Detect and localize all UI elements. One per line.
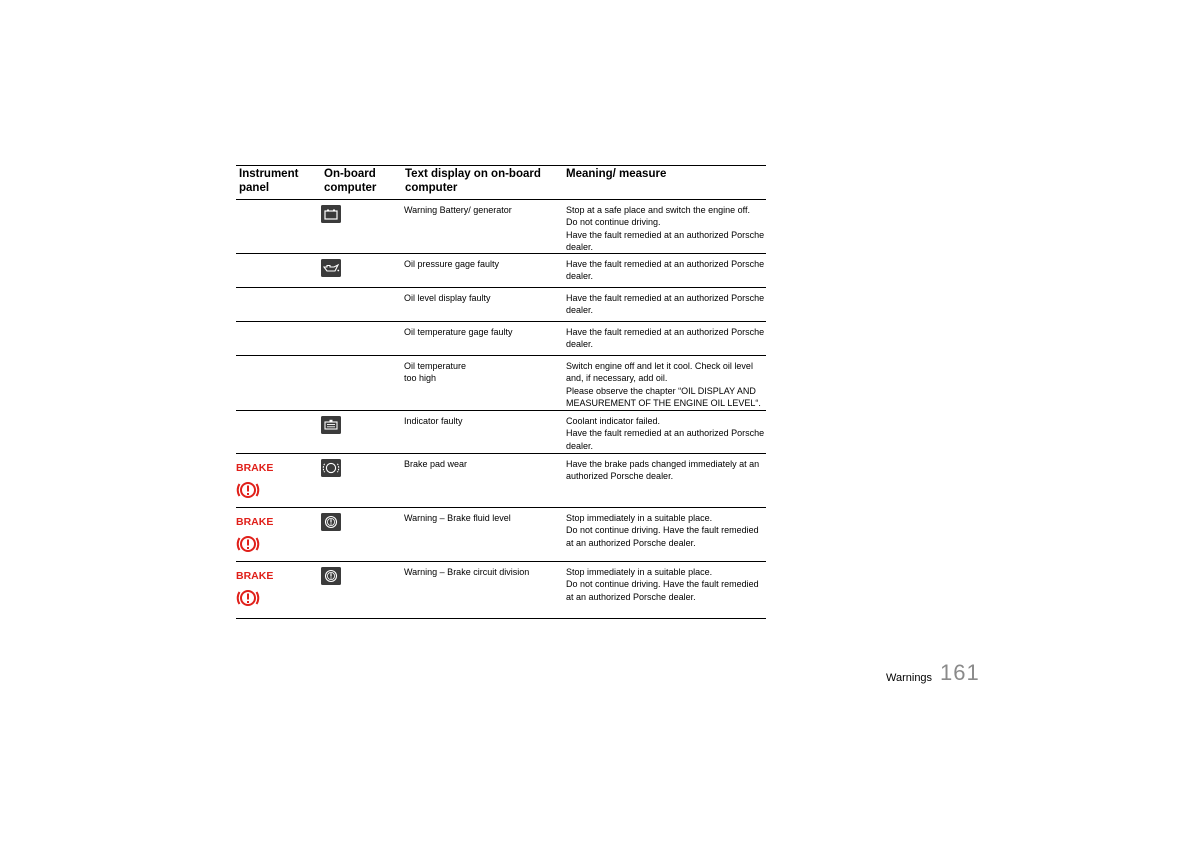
footer-section-label: Warnings: [886, 672, 933, 684]
brake-pad-icon: [321, 459, 341, 477]
header-onboard-computer: On-board computer: [324, 168, 377, 194]
brake-circle-icon: [321, 567, 341, 585]
meaning-cell: Have the brake pads changed immediately at an authorized Porsche dealer.: [566, 459, 760, 482]
brake-warning-icon: [236, 569, 274, 609]
oil-can-icon: [321, 259, 341, 277]
text-display-cell: Oil level display faulty: [404, 293, 491, 303]
meaning-cell: Stop immediately in a suitable place. Do not continue driving. Have the fault remedied at an authorized Porsche dealer.: [566, 567, 759, 602]
page-number: 161: [940, 660, 980, 685]
table-row: [236, 453, 766, 508]
brake-circle-icon: [321, 513, 341, 531]
meaning-cell: Have the fault remedied at an authorized Porsche dealer.: [566, 259, 765, 282]
text-display-cell: Oil temperature gage faulty: [404, 327, 513, 337]
header-meaning: Meaning/ measure: [566, 168, 667, 180]
table-row: [236, 410, 766, 454]
meaning-cell: Coolant indicator failed. Have the fault remedied at an authorized Porsche dealer.: [566, 416, 765, 451]
table-row: [236, 199, 766, 254]
brake-warning-icon: [236, 461, 274, 501]
header-text-display: Text display on on-board computer: [405, 168, 541, 194]
meaning-cell: Switch engine off and let it cool. Check oil level and, if necessary, add oil. Please observe the chapter “OIL DISPLAY AND MEASUREMENT OF THE ENGINE OIL LEVEL“.: [566, 361, 761, 409]
brake-label: BRAKE: [236, 516, 274, 528]
table-row: [236, 321, 766, 356]
table-row: [236, 355, 766, 411]
table-row: [236, 253, 766, 288]
brake-label: BRAKE: [236, 462, 274, 474]
text-display-cell: Oil pressure gage faulty: [404, 259, 500, 269]
meaning-cell: Stop at a safe place and switch the engine off. Do not continue driving. Have the fault remedied at an authorized Porsche dealer.: [566, 205, 765, 253]
text-display-cell: Warning – Brake circuit division: [404, 567, 530, 577]
battery-icon: [321, 205, 341, 223]
brake-warning-icon: [236, 515, 274, 555]
coolant-icon: [321, 416, 341, 434]
text-display-cell: Warning Battery/ generator: [404, 205, 512, 215]
table-row: [236, 507, 766, 562]
text-display-cell: Warning – Brake fluid level: [404, 513, 511, 523]
text-display-cell: Indicator faulty: [404, 416, 463, 426]
header-instrument-panel: Instrument panel: [239, 168, 299, 194]
meaning-cell: Have the fault remedied at an authorized Porsche dealer.: [566, 293, 765, 316]
brake-label: BRAKE: [236, 570, 274, 582]
table-header: [236, 165, 766, 199]
table-row: [236, 561, 766, 618]
meaning-cell: Stop immediately in a suitable place. Do not continue driving. Have the fault remedied at an authorized Porsche dealer.: [566, 513, 759, 548]
text-display-cell: Oil temperature too high: [404, 361, 467, 384]
table-bottom-rule: [236, 618, 766, 619]
text-display-cell: Brake pad wear: [404, 459, 468, 469]
meaning-cell: Have the fault remedied at an authorized Porsche dealer.: [566, 327, 765, 350]
table-row: [236, 287, 766, 322]
